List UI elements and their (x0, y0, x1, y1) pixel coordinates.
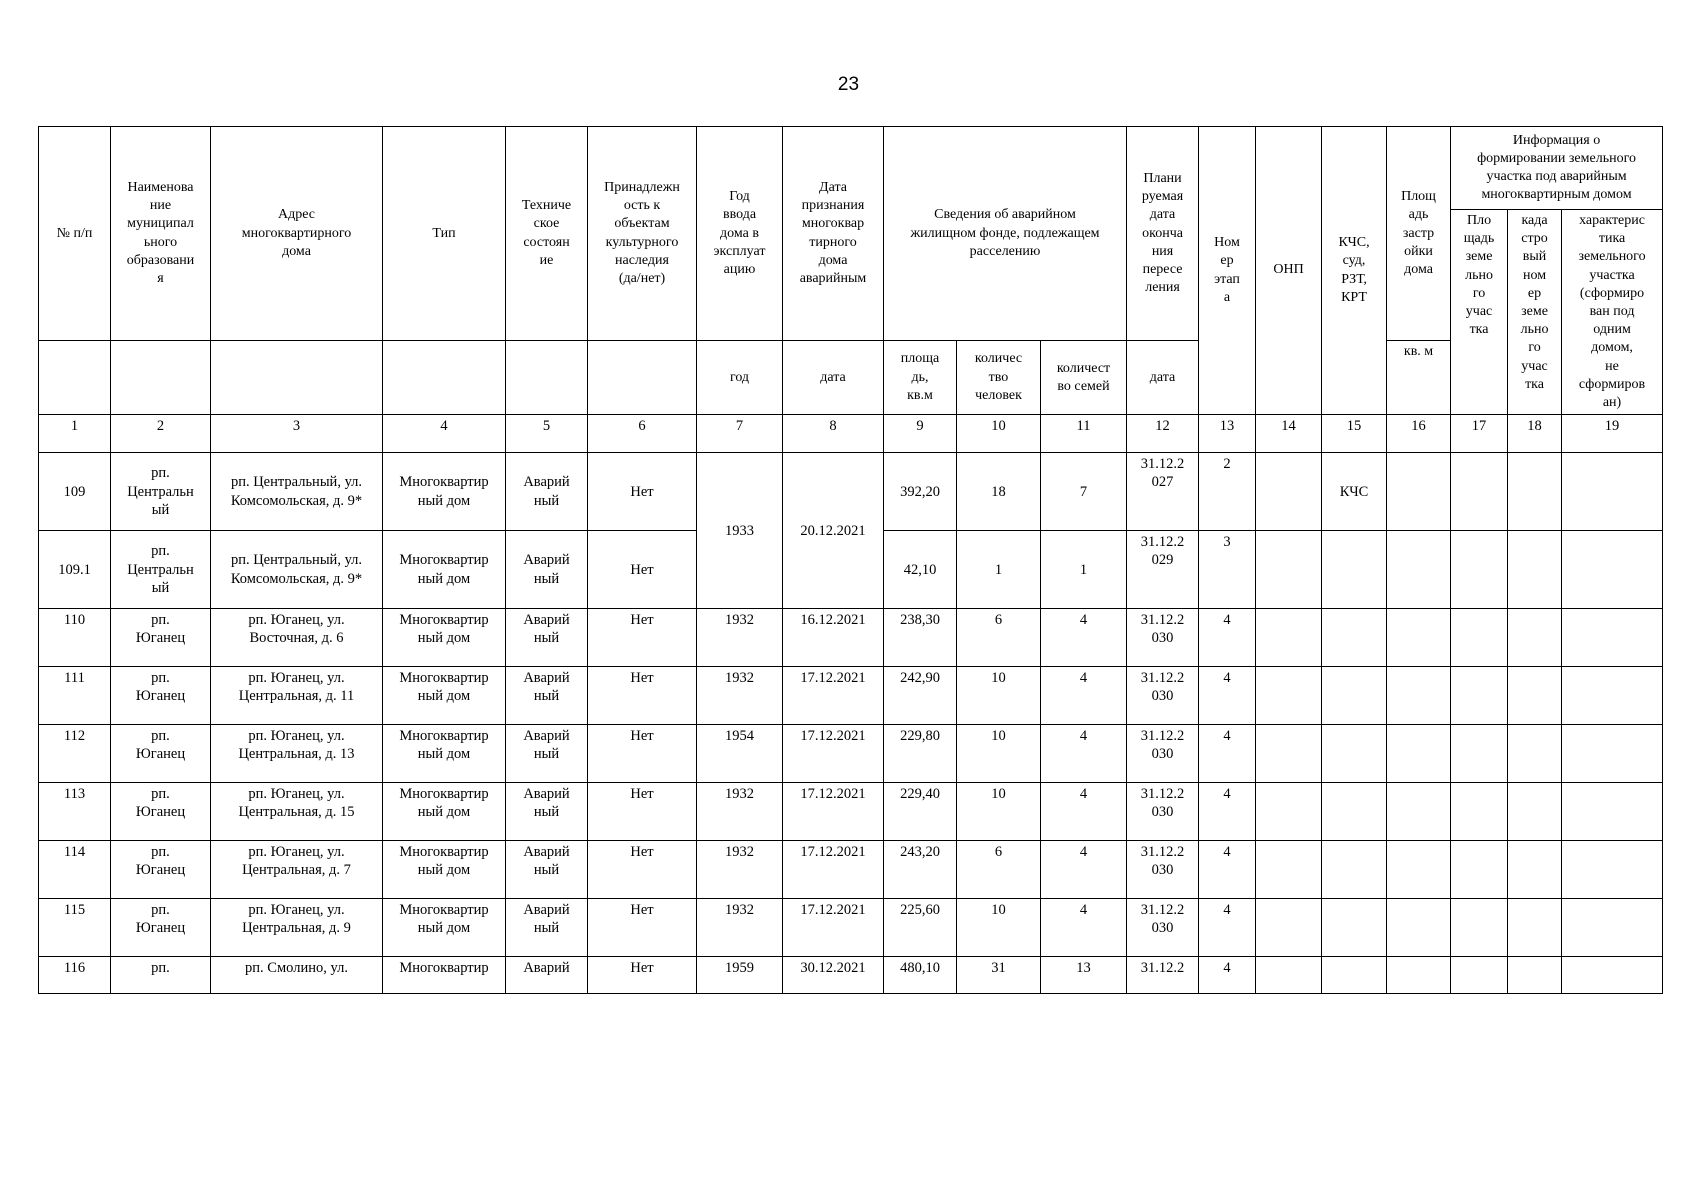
resettlement-end-cell: 31.12.2 029 (1127, 531, 1199, 609)
families-cell: 4 (1041, 609, 1127, 667)
address-cell: рп. Юганец, ул. Центральная, д. 9 (211, 899, 383, 957)
header-cell (39, 341, 111, 415)
header-cell: КЧС, суд, РЗТ, КРТ (1322, 127, 1387, 415)
municipality-cell: рп. (111, 957, 211, 994)
col18-cell (1508, 841, 1562, 899)
stage-cell: 2 (1199, 453, 1256, 531)
header-cell (506, 341, 588, 415)
header-cell: год (697, 341, 783, 415)
families-cell: 13 (1041, 957, 1127, 994)
page-number: 23 (837, 74, 860, 95)
onp-cell (1256, 899, 1322, 957)
stage-cell: 4 (1199, 667, 1256, 725)
header-cell: дата (783, 341, 884, 415)
recognition-date-cell: 17.12.2021 (783, 899, 884, 957)
kchs-cell (1322, 783, 1387, 841)
row-number: 116 (39, 957, 111, 994)
col16-cell (1387, 453, 1451, 531)
state-cell: Аварий ный (506, 725, 588, 783)
families-cell: 4 (1041, 841, 1127, 899)
type-cell: Многоквартир ный дом (383, 667, 506, 725)
type-cell: Многоквартир ный дом (383, 531, 506, 609)
header-cell: характерис тика земельного участка (сформиро ван под одним домом, не сформиров ан) (1562, 210, 1663, 415)
heritage-cell: Нет (588, 783, 697, 841)
people-cell: 31 (957, 957, 1041, 994)
resettlement-end-cell: 31.12.2 030 (1127, 667, 1199, 725)
year-cell: 1954 (697, 725, 783, 783)
onp-cell (1256, 609, 1322, 667)
col16-cell (1387, 783, 1451, 841)
resettlement-end-cell: 31.12.2 030 (1127, 899, 1199, 957)
recognition-date-cell: 17.12.2021 (783, 841, 884, 899)
onp-cell (1256, 667, 1322, 725)
recognition-date-cell: 20.12.2021 (783, 453, 884, 609)
header-cell: Принадлежн ость к объектам культурного наследия (да/нет) (588, 127, 697, 341)
col17-cell (1451, 899, 1508, 957)
header-cell: Дата признания многоквар тирного дома аварийным (783, 127, 884, 341)
kchs-cell (1322, 957, 1387, 994)
municipality-cell: рп. Юганец (111, 783, 211, 841)
header-cell (383, 341, 506, 415)
row-number: 114 (39, 841, 111, 899)
kchs-cell (1322, 725, 1387, 783)
year-cell: 1933 (697, 453, 783, 609)
col19-cell (1562, 453, 1663, 531)
column-number: 3 (211, 415, 383, 453)
col16-cell (1387, 957, 1451, 994)
resettlement-end-cell: 31.12.2 027 (1127, 453, 1199, 531)
table-row (39, 957, 1663, 994)
type-cell: Многоквартир ный дом (383, 899, 506, 957)
people-cell: 10 (957, 667, 1041, 725)
address-cell: рп. Юганец, ул. Центральная, д. 7 (211, 841, 383, 899)
col17-cell (1451, 957, 1508, 994)
state-cell: Аварий ный (506, 899, 588, 957)
resettlement-end-cell: 31.12.2 030 (1127, 609, 1199, 667)
header-cell: количес тво человек (957, 341, 1041, 415)
heritage-cell: Нет (588, 899, 697, 957)
stage-cell: 4 (1199, 841, 1256, 899)
column-number: 15 (1322, 415, 1387, 453)
col18-cell (1508, 783, 1562, 841)
resettlement-end-cell: 31.12.2 030 (1127, 841, 1199, 899)
col18-cell (1508, 531, 1562, 609)
area-cell: 238,30 (884, 609, 957, 667)
state-cell: Аварий (506, 957, 588, 994)
column-numbers-row (39, 415, 1663, 453)
onp-cell (1256, 841, 1322, 899)
col16-cell (1387, 899, 1451, 957)
column-number: 1 (39, 415, 111, 453)
column-number: 13 (1199, 415, 1256, 453)
families-cell: 4 (1041, 667, 1127, 725)
header-cell: кв. м (1387, 341, 1451, 415)
people-cell: 10 (957, 899, 1041, 957)
recognition-date-cell: 17.12.2021 (783, 725, 884, 783)
heritage-cell: Нет (588, 609, 697, 667)
heritage-cell: Нет (588, 841, 697, 899)
column-number: 14 (1256, 415, 1322, 453)
year-cell: 1932 (697, 841, 783, 899)
area-cell: 242,90 (884, 667, 957, 725)
heritage-cell: Нет (588, 453, 697, 531)
people-cell: 10 (957, 725, 1041, 783)
families-cell: 4 (1041, 783, 1127, 841)
address-cell: рп. Юганец, ул. Центральная, д. 13 (211, 725, 383, 783)
stage-cell: 4 (1199, 957, 1256, 994)
header-cell: № п/п (39, 127, 111, 341)
row-number: 109.1 (39, 531, 111, 609)
row-number: 113 (39, 783, 111, 841)
type-cell: Многоквартир ный дом (383, 841, 506, 899)
column-number: 17 (1451, 415, 1508, 453)
type-cell: Многоквартир ный дом (383, 453, 506, 531)
kchs-cell (1322, 899, 1387, 957)
header-cell (111, 341, 211, 415)
table-row (39, 783, 1663, 841)
column-number: 4 (383, 415, 506, 453)
col19-cell (1562, 725, 1663, 783)
recognition-date-cell: 17.12.2021 (783, 783, 884, 841)
resettlement-end-cell: 31.12.2 030 (1127, 783, 1199, 841)
column-number: 10 (957, 415, 1041, 453)
header-cell: Ном ер этап а (1199, 127, 1256, 415)
onp-cell (1256, 783, 1322, 841)
col17-cell (1451, 609, 1508, 667)
state-cell: Аварий ный (506, 453, 588, 531)
state-cell: Аварий ный (506, 841, 588, 899)
area-cell: 229,40 (884, 783, 957, 841)
col16-cell (1387, 725, 1451, 783)
col17-cell (1451, 453, 1508, 531)
header-cell: када стро вый ном ер земе льно го учас тка (1508, 210, 1562, 415)
year-cell: 1932 (697, 783, 783, 841)
col18-cell (1508, 609, 1562, 667)
families-cell: 7 (1041, 453, 1127, 531)
column-number: 8 (783, 415, 884, 453)
column-number: 7 (697, 415, 783, 453)
people-cell: 10 (957, 783, 1041, 841)
recognition-date-cell: 30.12.2021 (783, 957, 884, 994)
state-cell: Аварий ный (506, 531, 588, 609)
heritage-cell: Нет (588, 667, 697, 725)
kchs-cell (1322, 609, 1387, 667)
kchs-cell (1322, 667, 1387, 725)
area-cell: 243,20 (884, 841, 957, 899)
header-cell: Год ввода дома в эксплуат ацию (697, 127, 783, 341)
people-cell: 18 (957, 453, 1041, 531)
municipality-cell: рп. Юганец (111, 667, 211, 725)
onp-cell (1256, 453, 1322, 531)
table-row (39, 453, 1663, 531)
col16-cell (1387, 841, 1451, 899)
col18-cell (1508, 957, 1562, 994)
stage-cell: 4 (1199, 725, 1256, 783)
column-number: 19 (1562, 415, 1663, 453)
header-cell: дата (1127, 341, 1199, 415)
column-number: 9 (884, 415, 957, 453)
recognition-date-cell: 17.12.2021 (783, 667, 884, 725)
col18-cell (1508, 899, 1562, 957)
col19-cell (1562, 957, 1663, 994)
row-number: 115 (39, 899, 111, 957)
header-cell: Техниче ское состоян ие (506, 127, 588, 341)
stage-cell: 4 (1199, 609, 1256, 667)
header-cell: Плани руемая дата оконча ния пересе ления (1127, 127, 1199, 341)
column-number: 18 (1508, 415, 1562, 453)
header-cell: Информация о формировании земельного участка под аварийным многоквартирным домом (1451, 127, 1663, 210)
address-cell: рп. Юганец, ул. Центральная, д. 11 (211, 667, 383, 725)
col16-cell (1387, 531, 1451, 609)
people-cell: 1 (957, 531, 1041, 609)
type-cell: Многоквартир ный дом (383, 783, 506, 841)
table-body (39, 453, 1663, 994)
municipality-cell: рп. Юганец (111, 609, 211, 667)
column-number: 5 (506, 415, 588, 453)
col19-cell (1562, 783, 1663, 841)
address-cell: рп. Центральный, ул. Комсомольская, д. 9* (211, 531, 383, 609)
year-cell: 1959 (697, 957, 783, 994)
table-row (39, 725, 1663, 783)
row-number: 112 (39, 725, 111, 783)
col17-cell (1451, 783, 1508, 841)
onp-cell (1256, 957, 1322, 994)
header-cell: Площ адь застр ойки дома (1387, 127, 1451, 341)
col18-cell (1508, 667, 1562, 725)
resettlement-end-cell: 31.12.2 (1127, 957, 1199, 994)
col17-cell (1451, 841, 1508, 899)
area-cell: 225,60 (884, 899, 957, 957)
year-cell: 1932 (697, 899, 783, 957)
heritage-cell: Нет (588, 531, 697, 609)
stage-cell: 4 (1199, 783, 1256, 841)
area-cell: 42,10 (884, 531, 957, 609)
kchs-cell (1322, 531, 1387, 609)
municipality-cell: рп. Центральн ый (111, 531, 211, 609)
municipality-cell: рп. Юганец (111, 725, 211, 783)
families-cell: 4 (1041, 899, 1127, 957)
state-cell: Аварий ный (506, 609, 588, 667)
column-number: 2 (111, 415, 211, 453)
type-cell: Многоквартир ный дом (383, 725, 506, 783)
col18-cell (1508, 453, 1562, 531)
header-cell (588, 341, 697, 415)
state-cell: Аварий ный (506, 783, 588, 841)
year-cell: 1932 (697, 667, 783, 725)
table-row (39, 899, 1663, 957)
column-number: 11 (1041, 415, 1127, 453)
table-row (39, 609, 1663, 667)
col16-cell (1387, 667, 1451, 725)
header-cell: Наименова ние муниципал ьного образовани я (111, 127, 211, 341)
area-cell: 392,20 (884, 453, 957, 531)
state-cell: Аварий ный (506, 667, 588, 725)
area-cell: 480,10 (884, 957, 957, 994)
col19-cell (1562, 667, 1663, 725)
recognition-date-cell: 16.12.2021 (783, 609, 884, 667)
address-cell: рп. Смолино, ул. (211, 957, 383, 994)
row-number: 111 (39, 667, 111, 725)
col17-cell (1451, 531, 1508, 609)
kchs-cell: КЧС (1322, 453, 1387, 531)
resettlement-end-cell: 31.12.2 030 (1127, 725, 1199, 783)
address-cell: рп. Центральный, ул. Комсомольская, д. 9* (211, 453, 383, 531)
header-cell: ОНП (1256, 127, 1322, 415)
type-cell: Многоквартир ный дом (383, 609, 506, 667)
header-cell: Тип (383, 127, 506, 341)
header-cell: площа дь, кв.м (884, 341, 957, 415)
people-cell: 6 (957, 609, 1041, 667)
people-cell: 6 (957, 841, 1041, 899)
col19-cell (1562, 841, 1663, 899)
municipality-cell: рп. Юганец (111, 899, 211, 957)
col17-cell (1451, 667, 1508, 725)
row-number: 110 (39, 609, 111, 667)
area-cell: 229,80 (884, 725, 957, 783)
families-cell: 1 (1041, 531, 1127, 609)
header-cell (211, 341, 383, 415)
municipality-cell: рп. Юганец (111, 841, 211, 899)
families-cell: 4 (1041, 725, 1127, 783)
stage-cell: 3 (1199, 531, 1256, 609)
col16-cell (1387, 609, 1451, 667)
header-cell: Пло щадь земе льно го учас тка (1451, 210, 1508, 415)
type-cell: Многоквартир (383, 957, 506, 994)
stage-cell: 4 (1199, 899, 1256, 957)
column-number: 6 (588, 415, 697, 453)
header-cell: Сведения об аварийном жилищном фонде, подлежащем расселению (884, 127, 1127, 341)
kchs-cell (1322, 841, 1387, 899)
header-cell: Адрес многоквартирного дома (211, 127, 383, 341)
heritage-cell: Нет (588, 725, 697, 783)
emergency-housing-table (38, 126, 1663, 994)
onp-cell (1256, 725, 1322, 783)
table-row (39, 667, 1663, 725)
year-cell: 1932 (697, 609, 783, 667)
column-number: 12 (1127, 415, 1199, 453)
address-cell: рп. Юганец, ул. Восточная, д. 6 (211, 609, 383, 667)
col19-cell (1562, 609, 1663, 667)
col19-cell (1562, 899, 1663, 957)
heritage-cell: Нет (588, 957, 697, 994)
onp-cell (1256, 531, 1322, 609)
col18-cell (1508, 725, 1562, 783)
municipality-cell: рп. Центральн ый (111, 453, 211, 531)
column-number: 16 (1387, 415, 1451, 453)
address-cell: рп. Юганец, ул. Центральная, д. 15 (211, 783, 383, 841)
table-row (39, 841, 1663, 899)
row-number: 109 (39, 453, 111, 531)
header-cell: количест во семей (1041, 341, 1127, 415)
col17-cell (1451, 725, 1508, 783)
table-header (39, 127, 1663, 453)
col19-cell (1562, 531, 1663, 609)
